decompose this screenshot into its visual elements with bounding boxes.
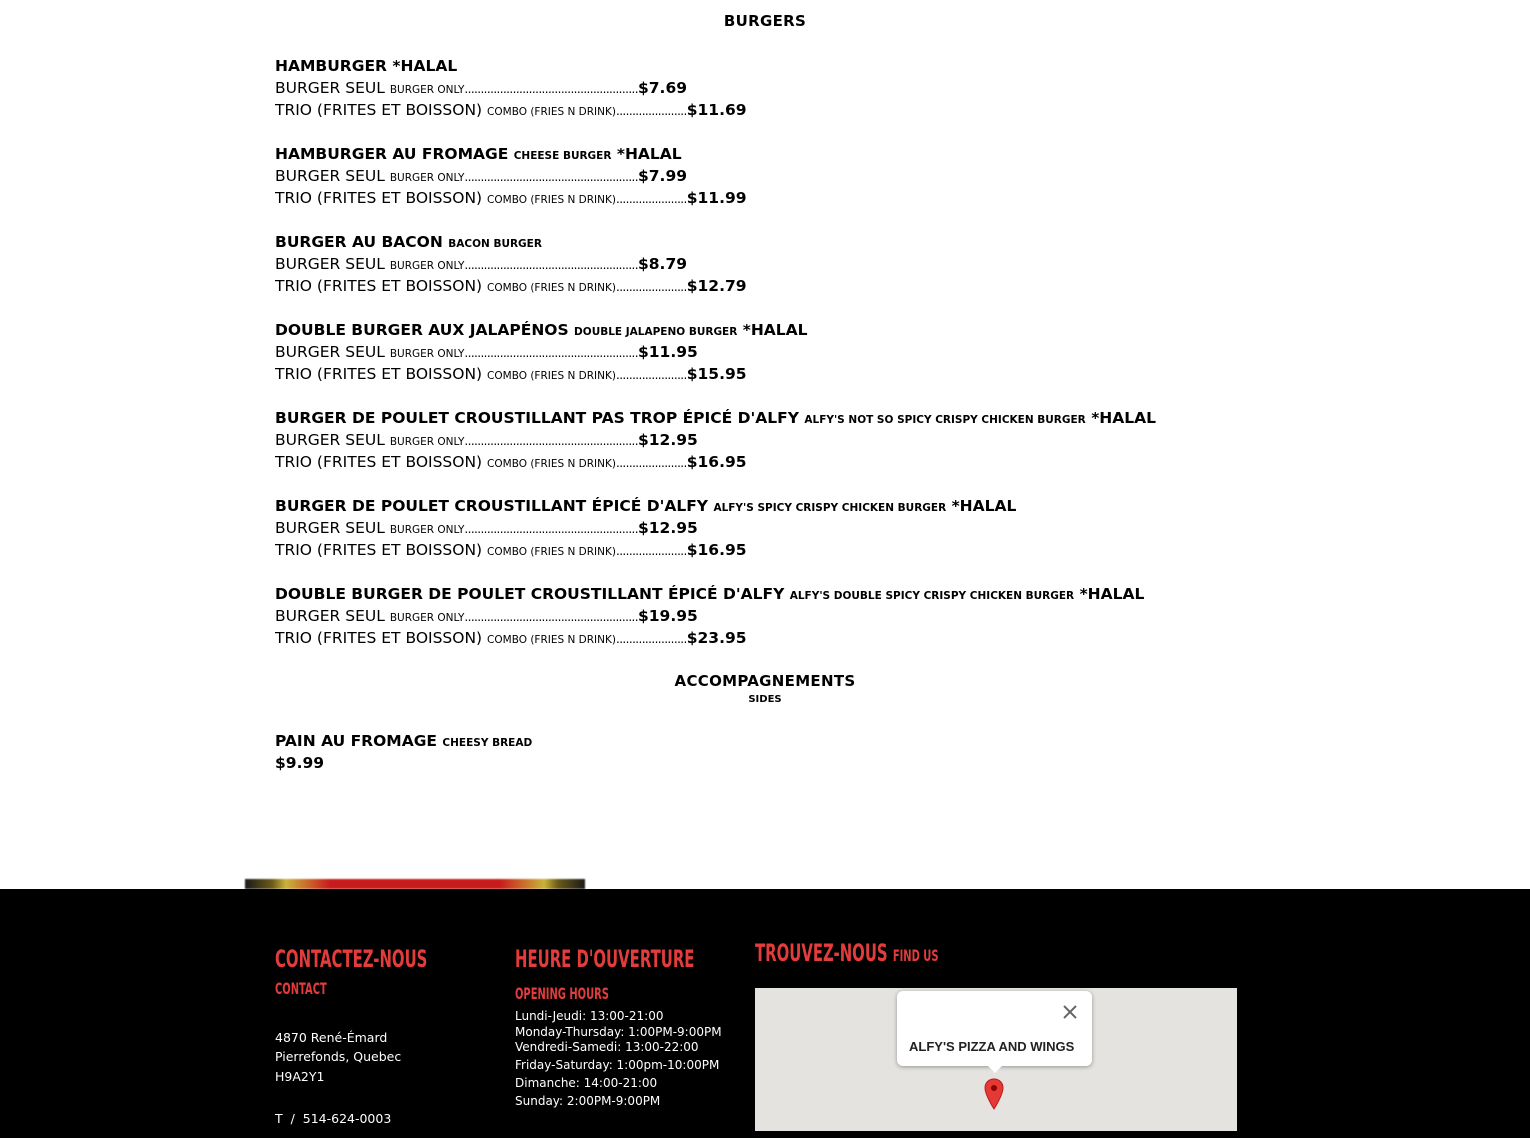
item-name: BURGER DE POULET CROUSTILLANT PAS TROP ÉPICÉ D'ALFY — [275, 409, 799, 427]
price-row: TRIO (FRITES ET BOISSON) COMBO (FRIES N DRINK)......................$11.69 — [275, 101, 747, 119]
price-row: TRIO (FRITES ET BOISSON) COMBO (FRIES N DRINK)......................$16.95 — [275, 453, 747, 471]
price-row: TRIO (FRITES ET BOISSON) COMBO (FRIES N DRINK)......................$16.95 — [275, 541, 747, 559]
price-row: BURGER SEUL BURGER ONLY......................................................$7.69 — [275, 79, 688, 97]
address-line-2: Pierrefonds, Quebec — [275, 1049, 402, 1064]
price: $19.95 — [637, 607, 698, 625]
menu-item — [275, 730, 532, 774]
menu-item — [275, 495, 1016, 561]
price: $12.79 — [686, 277, 747, 295]
close-icon[interactable] — [1062, 1004, 1078, 1020]
hours-line: Dimanche: 14:00-21:00 — [515, 1076, 658, 1090]
map-info-window — [897, 991, 1092, 1066]
map-place-label: ALFY'S PIZZA AND WINGS — [909, 1039, 1075, 1054]
hours-line: Vendredi-Samedi: 13:00-22:00 — [515, 1040, 699, 1054]
price: $11.69 — [686, 101, 747, 119]
halal-badge: *HALAL — [951, 497, 1017, 515]
item-name-en: CHEESY BREAD — [442, 737, 533, 749]
section-title-sides: ACCOMPAGNEMENTS — [674, 672, 856, 690]
contact-title: CONTACTEZ-NOUS — [275, 945, 428, 973]
section-subtitle-sides: SIDES — [748, 694, 782, 705]
price: $11.95 — [637, 343, 698, 361]
item-name: PAIN AU FROMAGE — [275, 732, 438, 750]
price-row: BURGER SEUL BURGER ONLY......................................................$8.79 — [275, 255, 688, 273]
menu-item — [275, 55, 747, 121]
map-info-window-tail — [987, 1065, 1003, 1073]
price: $15.95 — [686, 365, 747, 383]
menu-item — [275, 231, 747, 297]
price-row: TRIO (FRITES ET BOISSON) COMBO (FRIES N DRINK)......................$12.79 — [275, 277, 747, 295]
halal-badge: *HALAL — [1079, 585, 1145, 603]
find-us-subtitle: FIND US — [892, 946, 939, 965]
section-title-burgers: BURGERS — [723, 12, 807, 30]
item-name-en: CHEESE BURGER — [513, 150, 612, 162]
hours-title: HEURE D'OUVERTURE — [515, 945, 695, 973]
price: $12.95 — [637, 431, 698, 449]
price-row: TRIO (FRITES ET BOISSON) COMBO (FRIES N DRINK)......................$11.99 — [275, 189, 747, 207]
hours-line: Lundi-Jeudi: 13:00-21:00 — [515, 1009, 664, 1023]
menu-item — [275, 583, 1144, 649]
halal-badge: *HALAL — [392, 57, 458, 75]
price-row: BURGER SEUL BURGER ONLY......................................................$12.95 — [275, 519, 698, 537]
hours-line: Monday-Thursday: 1:00PM-9:00PM — [515, 1025, 722, 1039]
price-row: BURGER SEUL BURGER ONLY......................................................$12.95 — [275, 431, 698, 449]
menu-item — [275, 319, 808, 385]
price: $23.95 — [686, 629, 747, 647]
footer-banner-image — [245, 879, 585, 889]
price: $7.99 — [637, 167, 688, 185]
menu-item — [275, 407, 1156, 473]
map-pin-icon[interactable] — [984, 1078, 1004, 1110]
address-line-3: H9A2Y1 — [275, 1069, 325, 1084]
item-name: DOUBLE BURGER AUX JALAPÉNOS — [275, 321, 569, 339]
item-name-en: ALFY'S NOT SO SPICY CRISPY CHICKEN BURGER — [804, 414, 1086, 426]
halal-badge: *HALAL — [1091, 409, 1157, 427]
item-name-en: ALFY'S DOUBLE SPICY CRISPY CHICKEN BURGER — [789, 590, 1075, 602]
menu-item — [275, 143, 747, 209]
item-name-en: DOUBLE JALAPENO BURGER — [574, 326, 738, 338]
item-name: BURGER AU BACON — [275, 233, 443, 251]
hours-line: Sunday: 2:00PM-9:00PM — [515, 1094, 661, 1108]
item-name: DOUBLE BURGER DE POULET CROUSTILLANT ÉPICÉ D'ALFY — [275, 585, 785, 603]
price: $8.79 — [637, 255, 688, 273]
price: $16.95 — [686, 541, 747, 559]
halal-badge: *HALAL — [742, 321, 808, 339]
price: $11.99 — [686, 189, 747, 207]
contact-subtitle: CONTACT — [275, 979, 327, 998]
address-line-1: 4870 René-Émard — [275, 1030, 388, 1045]
price: $9.99 — [275, 754, 325, 772]
price-row: TRIO (FRITES ET BOISSON) COMBO (FRIES N DRINK)......................$15.95 — [275, 365, 747, 383]
item-name: HAMBURGER AU FROMAGE — [275, 145, 509, 163]
halal-badge: *HALAL — [616, 145, 682, 163]
price-row: TRIO (FRITES ET BOISSON) COMBO (FRIES N DRINK)......................$23.95 — [275, 629, 747, 647]
hours-line: Friday-Saturday: 1:00pm-10:00PM — [515, 1058, 720, 1072]
map-embed[interactable] — [755, 988, 1237, 1131]
find-us-title: TROUVEZ-NOUS FIND US — [755, 939, 939, 967]
price-row: BURGER SEUL BURGER ONLY......................................................$11.95 — [275, 343, 698, 361]
item-name-en: BACON BURGER — [448, 238, 542, 250]
phone-link[interactable]: T / 514-624-0003 — [275, 1111, 392, 1126]
hours-subtitle: OPENING HOURS — [515, 984, 609, 1003]
price: $12.95 — [637, 519, 698, 537]
item-name: BURGER DE POULET CROUSTILLANT ÉPICÉ D'ALFY — [275, 497, 709, 515]
price-row: BURGER SEUL BURGER ONLY......................................................$7.99 — [275, 167, 688, 185]
item-name-en: ALFY'S SPICY CRISPY CHICKEN BURGER — [713, 502, 947, 514]
price: $7.69 — [637, 79, 688, 97]
item-name: HAMBURGER — [275, 57, 387, 75]
price-row: BURGER SEUL BURGER ONLY......................................................$19.95 — [275, 607, 698, 625]
price: $16.95 — [686, 453, 747, 471]
